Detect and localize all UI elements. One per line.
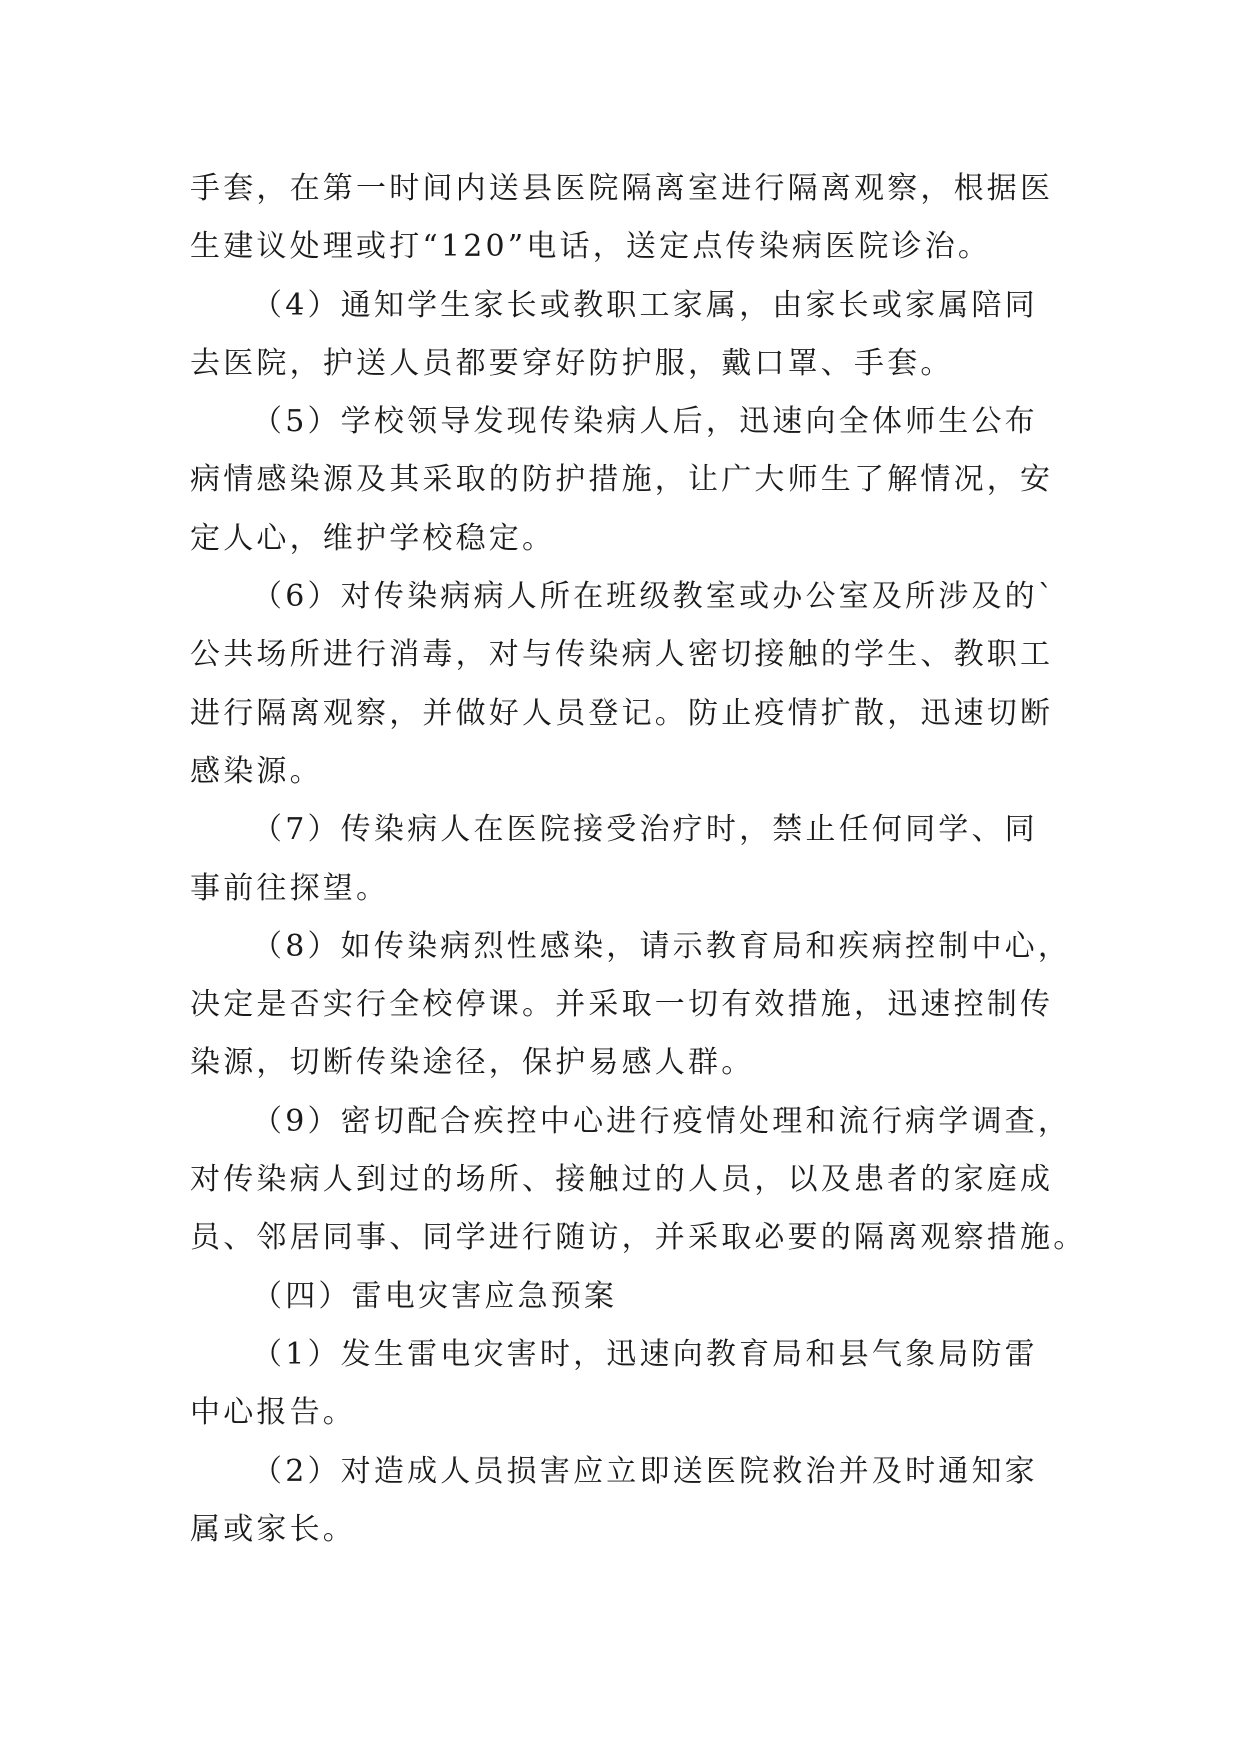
text-line: 中心报告。 xyxy=(190,1395,356,1431)
text-line: 属或家长。 xyxy=(190,1511,356,1547)
text-line: （6）对传染病病人所在班级教室或办公室及所涉及的` xyxy=(252,579,1057,615)
text-line: （7）传染病人在医院接受治疗时，禁止任何同学、同 xyxy=(252,812,1038,848)
text-line: （5）学校领导发现传染病人后，迅速向全体师生公布 xyxy=(252,404,1038,440)
text-line: 进行隔离观察，并做好人员登记。防止疫情扩散，迅速切断 xyxy=(190,695,1054,731)
text-line: （4）通知学生家长或教职工家属，由家长或家属陪同 xyxy=(252,287,1038,323)
text-line: 去医院，护送人员都要穿好防护服，戴口罩、手套。 xyxy=(190,345,954,381)
text-line: 染源，切断传染途径，保护易感人群。 xyxy=(190,1045,755,1081)
text-line: 事前往探望。 xyxy=(190,870,390,906)
text-line: 感染源。 xyxy=(190,753,323,789)
text-line: 员、邻居同事、同学进行随访，并采取必要的隔离观察措施。 xyxy=(190,1220,1087,1256)
text-line: （9）密切配合疾控中心进行疫情处理和流行病学调查， xyxy=(252,1103,1072,1139)
section-heading: （四）雷电灾害应急预案 xyxy=(252,1278,618,1314)
text-line: 定人心，维护学校稳定。 xyxy=(190,520,556,556)
text-line: 对传染病人到过的场所、接触过的人员，以及患者的家庭成 xyxy=(190,1162,1054,1198)
document-body xyxy=(190,160,1087,1559)
text-line: 手套，在第一时间内送县医院隔离室进行隔离观察，根据医 xyxy=(190,171,1054,206)
text-line: 公共场所进行消毒，对与传染病人密切接触的学生、教职工 xyxy=(190,637,1054,673)
text-line: 决定是否实行全校停课。并采取一切有效措施，迅速控制传 xyxy=(190,987,1054,1023)
text-line: （2）对造成人员损害应立即送医院救治并及时通知家 xyxy=(252,1453,1038,1489)
text-line: 生建议处理或打“120”电话，送定点传染病医院诊治。 xyxy=(190,229,992,265)
text-line: （1）发生雷电灾害时，迅速向教育局和县气象局防雷 xyxy=(252,1336,1038,1372)
text-line: 病情感染源及其采取的防护措施，让广大师生了解情况，安 xyxy=(190,462,1054,498)
text-line: （8）如传染病烈性感染，请示教育局和疾病控制中心， xyxy=(252,928,1072,964)
